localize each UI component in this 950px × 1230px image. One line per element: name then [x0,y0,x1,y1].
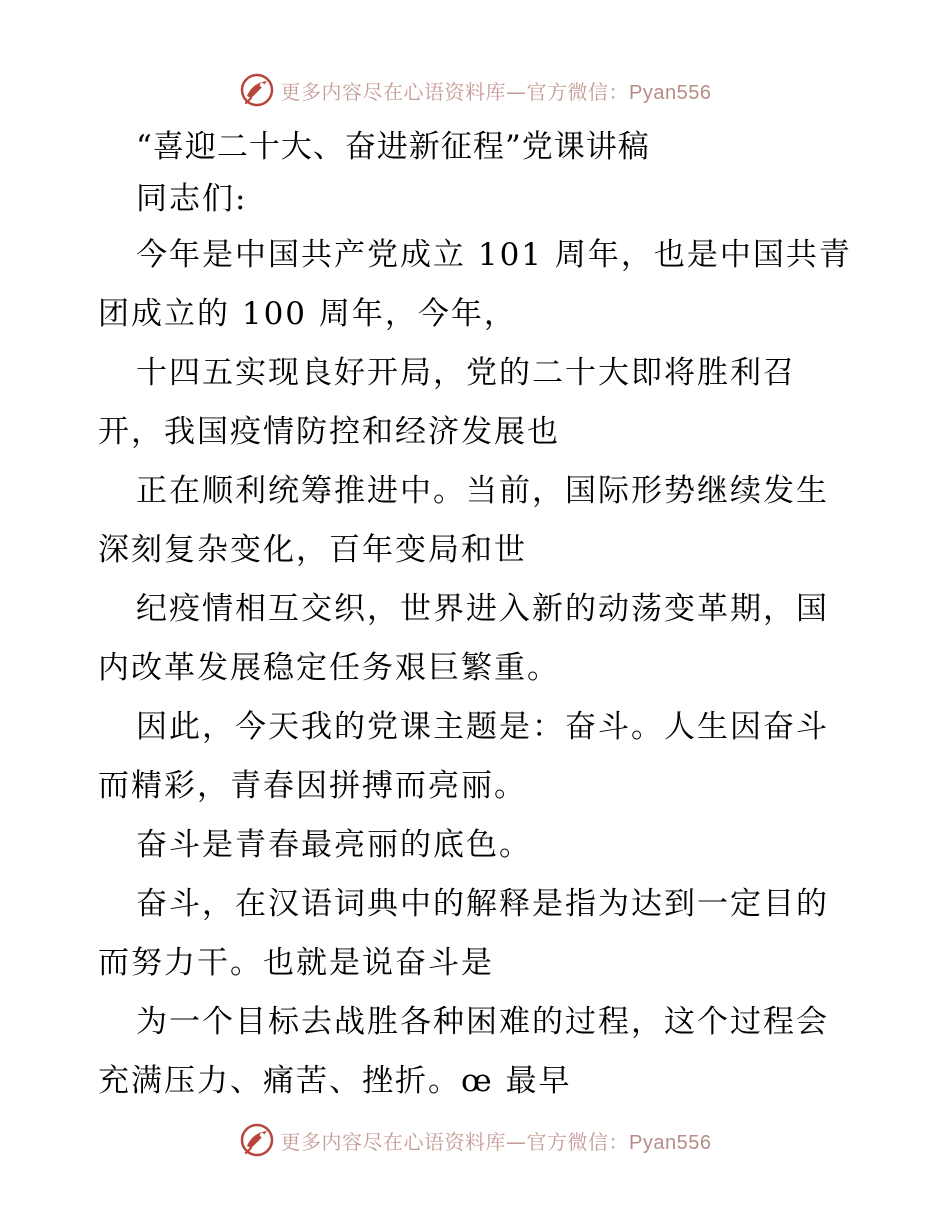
rose-pen-logo-icon [239,72,275,108]
paragraph: 奋斗是青春最亮丽的底色。 [136,827,532,863]
footer-watermark-banner [0,1118,950,1162]
rose-pen-logo-icon [239,1122,275,1158]
document-body [98,122,858,1111]
paragraph: 十四五实现良好开局，党的二十大即将胜利召开，我国疫情防控和经济发展也 [98,355,796,450]
document-title: “喜迎二十大、奋进新征程”党课讲稿 [136,129,650,165]
header-watermark-banner [0,68,950,112]
paragraph: 因此，今天我的党课主题是：奋斗。人生因奋斗而精彩，青春因拼搏而亮丽。 [98,709,829,804]
greeting-line: 同志们: [136,181,248,217]
paragraph: 为一个目标去战胜各种困难的过程，这个过程会充满压力、痛苦、挫折。œ 最早 [98,1004,829,1099]
paragraph: 纪疫情相互交织，世界进入新的动荡变革期，国内改革发展稳定任务艰巨繁重。 [98,591,829,686]
paragraph: 今年是中国共产党成立 101 周年，也是中国共青团成立的 100 周年，今年， [98,237,852,332]
paragraph: 正在顺利统筹推进中。当前，国际形势继续发生深刻复杂变化，百年变局和世 [98,473,829,568]
paragraph: 奋斗，在汉语词典中的解释是指为达到一定目的而努力干。也就是说奋斗是 [98,886,829,981]
header-banner-text: 更多内容尽在心语资料库—官方微信：Pyan556 [280,79,712,104]
footer-banner-text: 更多内容尽在心语资料库—官方微信：Pyan556 [280,1129,712,1154]
